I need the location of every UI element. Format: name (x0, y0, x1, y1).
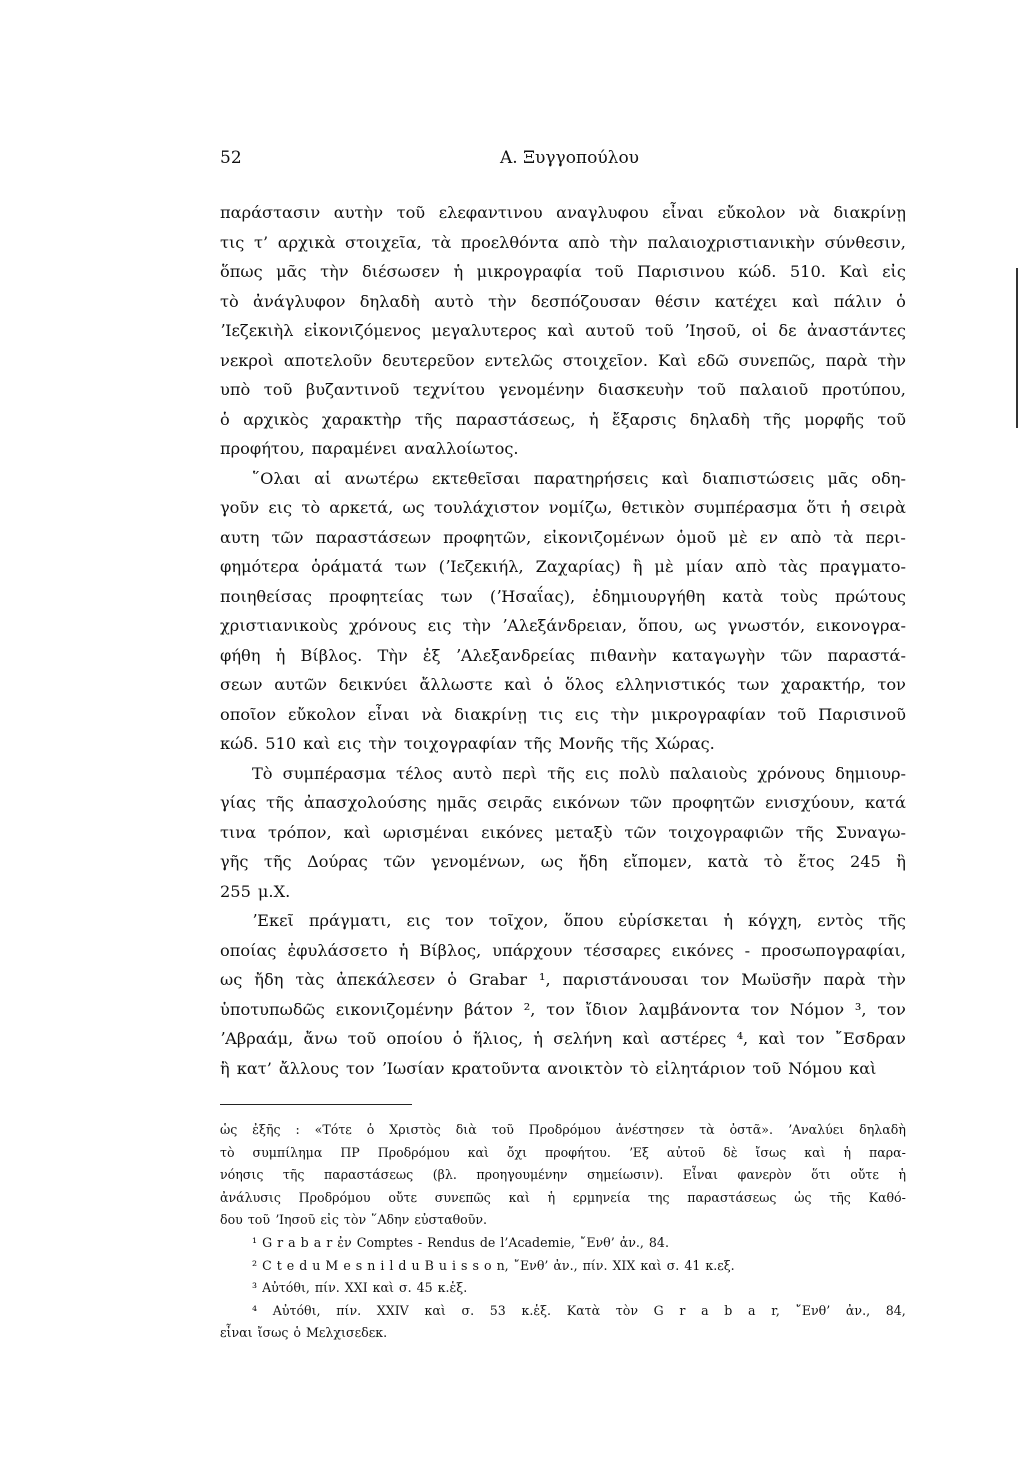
page-number: 52 (220, 148, 242, 168)
body-text-line: οποῖον εὔκολον εἶναι νὰ διακρίνῃ τις εις τὴν μικρογραφίαν τοῦ Παρισινοῦ (220, 704, 906, 724)
body-text-line: τινα τρόπον, καὶ ωρισμέναι εικόνες μεταξὺ τῶν τοιχογραφιῶν τῆς Συναγω- (220, 822, 906, 842)
body-text-line: ʼΕκεῖ πράγματι, εις τον τοῖχον, ὅπου εὑρίσκεται ἡ κόγχη, εντὸς τῆς (252, 911, 906, 930)
body-text-line: σεων αυτῶν δεικνύει ἄλλωστε καὶ ὁ ὅλος ελληνιστικός των χαρακτήρ, τον (220, 675, 906, 694)
footnote-line: τὸ συμπίλημα ΠΡ Προδρόμου καὶ ὄχι προφήτου. ʼΕξ αὐτοῦ δὲ ἴσως καὶ ἡ παρα- (220, 1144, 906, 1160)
body-text-line: ῞Ολαι αἱ ανωτέρω εκτεθεῖσαι παρατηρήσεις καὶ διαπιστώσεις μᾶς οδη- (252, 468, 906, 488)
body-text-line: κώδ. 510 καὶ εις τὴν τοιχογραφίαν τῆς Μονῆς τῆς Χώρας. (220, 734, 715, 753)
footnote-rule (220, 1104, 412, 1105)
footnote-line: δου τοῦ ʼΙησοῦ εἰς τὸν ῞Αδην εὐσταθοῦν. (220, 1212, 488, 1228)
body-text-line: γοῦν εις τὸ αρκετά, ως τουλάχιστον νομίζω, θετικὸν συμπέρασμα ὅτι ἡ σειρὰ (220, 498, 906, 517)
body-text-line: 255 μ.Χ. (220, 881, 291, 901)
body-text-line: ʼΑβραάμ, ἄνω τοῦ οποίου ὁ ἥλιος, ἡ σελήνη καὶ αστέρες ⁴, καὶ τον ῎Εσδραν (220, 1029, 906, 1048)
body-text-line: οποίας ἐφυλάσσετο ἡ Βίβλος, υπάρχουν τέσσαρες εικόνες - προσωπογραφίαι, (220, 940, 906, 960)
body-text-line: νεκροὶ αποτελοῦν δευτερεῦον εντελῶς στοιχεῖον. Καὶ εδῶ συνεπῶς, παρὰ τὴν (220, 350, 906, 370)
footnotes (220, 1119, 906, 1345)
body-text-line: προφήτου, παραμένει αναλλοίωτος. (220, 439, 519, 458)
body-text-line: ʼΙεζεκιὴλ εἰκονιζόμενος μεγαλυτερος καὶ αυτοῦ τοῦ ʼΙησοῦ, οἱ δε ἀναστάντες (220, 321, 906, 340)
body-text-line: φημότερα ὁράματά των (ʼΙεζεκιήλ, Ζαχαρίας) ἢ μὲ μίαν απὸ τὰς πραγματο- (220, 557, 906, 576)
body-text-line: ως ἤδη τὰς ἀπεκάλεσεν ὁ Grabar ¹, παριστάνουσαι τον Μωϋσῆν παρὰ τὴν (220, 970, 906, 989)
footnote-line: ὡς ἐξῆς : «Τότε ὁ Χριστὸς διὰ τοῦ Προδρόμου ἀνέστησεν τὰ ὀστᾶ». ʼΑναλύει δηλαδὴ (220, 1122, 906, 1137)
footnote-line: ³ Αὐτόθι, πίν. XXI καὶ σ. 45 κ.ἑξ. (252, 1280, 468, 1296)
body-text-line: Τὸ συμπέρασμα τέλος αυτὸ περὶ τῆς εις πολὺ παλαιοὺς χρόνους δημιουρ- (252, 763, 906, 783)
body-text-line: ὑποτυπωδῶς εικονιζομένην βάτον ², τον ἴδιον λαμβάνοντα τον Νόμον ³, τον (220, 999, 906, 1019)
scan-margin-mark (1016, 268, 1018, 428)
body-text-line: τις τ’ αρχικὰ στοιχεῖα, τὰ προελθόντα απὸ τὴν παλαιοχριστιανικὴν σύνθεσιν, (220, 232, 906, 252)
body-text-line: ποιηθείσας προφητείας των (ʼΗσαΐας), ἐδημιουργήθη κατὰ τοὺς πρώτους (220, 586, 906, 606)
body-text-line: γίας τῆς ἀπασχολούσης ημᾶς σειρᾶς εικόνων τῶν προφητῶν ενισχύουν, κατά (220, 793, 906, 812)
footnote-line: ¹ G r a b a r ἐν Comptes - Rendus de l’Academie, ῎Ενθ’ ἀν., 84. (252, 1234, 669, 1250)
body-text-line: αυτη τῶν παραστάσεων προφητῶν, εἰκονιζομένων ὁμοῦ μὲ εν απὸ τὰ περι- (220, 527, 906, 547)
document-page (220, 148, 906, 1345)
page-header (220, 148, 906, 178)
body-text-line: παράστασιν αυτὴν τοῦ ελεφαντινου αναγλυφου εἶναι εὔκολον νὰ διακρίνῃ (220, 203, 906, 222)
body-text-line: ἢ κατ’ ἄλλους τον ʼΙωσίαν κρατοῦντα ανοικτὸν τὸ εἰλητάριον τοῦ Νόμου καὶ (220, 1058, 877, 1078)
footnote-line: ⁴ Αὐτόθι, πίν. XXIV καὶ σ. 53 κ.ἑξ. Κατὰ τὸν G r a b a r, ῎Ενθ’ ἀν., 84, (252, 1302, 906, 1318)
running-head: Α. Ξυγγοπούλου (500, 148, 640, 168)
footnote-line: ² C t e d u M e s n i l d u B u i s s o n, ῎Ενθ’ ἀν., πίν. XIX καὶ σ. 41 κ.εξ. (252, 1257, 735, 1273)
body-text-line: χριστιανικοὺς χρόνους εις τὴν ʼΑλεξάνδρειαν, ὅπου, ως γνωστόν, εικονογρα- (220, 616, 906, 635)
footnote-line: ἀνάλυσις Προδρόμου οὔτε συνεπῶς καὶ ἡ ερμηνεία της παραστάσεως ὡς τῆς Καθό- (220, 1189, 906, 1205)
footnote-line: νόησις τῆς παραστάσεως (βλ. προηγουμένην σημείωσιν). Εἶναι φανερὸν ὅτι οὔτε ἡ (220, 1167, 906, 1183)
body-text-line: φήθη ἡ Βίβλος. Τὴν ἐξ ʼΑλεξανδρείας πιθανὴν καταγωγὴν τῶν παραστά- (220, 645, 906, 665)
body-text-line: ὁ αρχικὸς χαρακτὴρ τῆς παραστάσεως, ἡ ἔξαρσις δηλαδὴ τῆς μορφῆς τοῦ (220, 409, 906, 429)
body-text-line: γῆς τῆς Δούρας τῶν γενομένων, ως ἤδη εἴπομεν, κατὰ τὸ ἔτος 245 ἢ (220, 852, 906, 871)
footnote-line: εἶναι ἴσως ὁ Μελχισεδεκ. (220, 1325, 388, 1341)
body-text-line: τὸ ἀνάγλυφον δηλαδὴ αυτὸ τὴν δεσπόζουσαν θέσιν κατέχει καὶ πάλιν ὁ (220, 291, 906, 311)
body-text (220, 198, 906, 1083)
body-text-line: υπὸ τοῦ βυζαντινοῦ τεχνίτου γενομένην διασκευὴν τοῦ παλαιοῦ προτύπου, (220, 380, 906, 399)
body-text-line: ὅπως μᾶς τὴν διέσωσεν ἡ μικρογραφία τοῦ Παρισινου κώδ. 510. Καὶ εἰς (220, 262, 906, 281)
